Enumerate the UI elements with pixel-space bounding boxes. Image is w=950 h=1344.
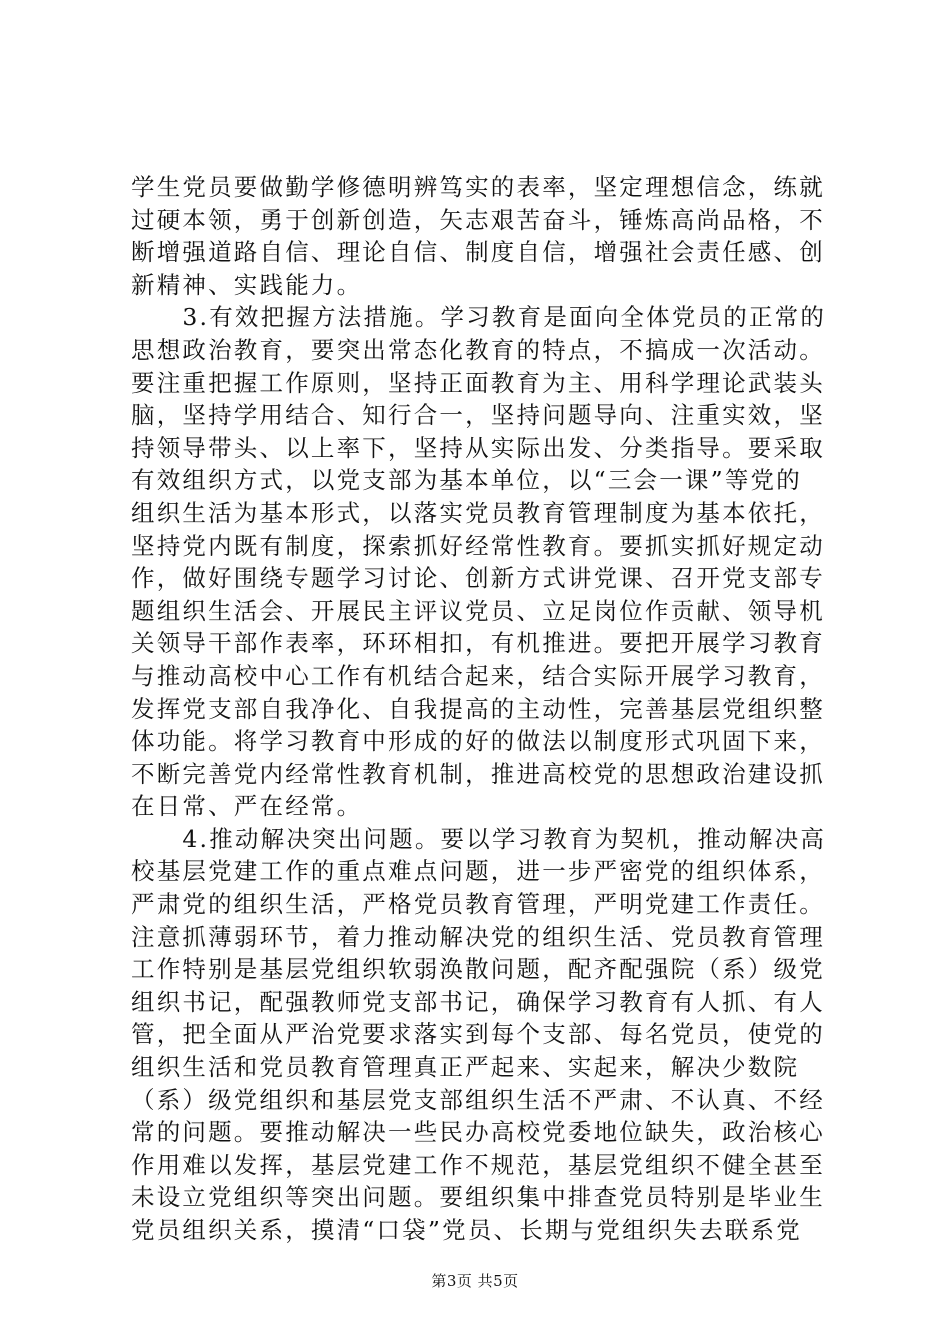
body-text	[131, 171, 831, 1247]
text-line: 作用难以发挥，基层党建工作不规范，基层党组织不健全甚至	[131, 1150, 825, 1179]
text-line: 坚持党内既有制度，探索抓好经常性教育。要抓实抓好规定动	[131, 531, 825, 560]
text-line: 脑，坚持学用结合、知行合一，坚持问题导向、注重实效，坚	[131, 401, 825, 430]
text-line: 组织书记，配强教师党支部书记，确保学习教育有人抓、有人	[131, 987, 825, 1016]
text-line: 体功能。将学习教育中形成的好的做法以制度形式巩固下来，	[131, 727, 825, 756]
text-line: 有效组织方式，以党支部为基本单位，以“三会一课”等党的	[131, 466, 802, 495]
text-line: 校基层党建工作的重点难点问题，进一步严密党的组织体系，	[131, 857, 825, 886]
text-line: 管，把全面从严治党要求落实到每个支部、每名党员，使党的	[131, 1020, 825, 1049]
text-line: 4.推动解决突出问题。要以学习教育为契机，推动解决高	[131, 824, 827, 853]
text-line: 要注重把握工作原则，坚持正面教育为主、用科学理论武装头	[131, 368, 825, 397]
text-line: 组织生活和党员教育管理真正严起来、实起来，解决少数院	[131, 1053, 800, 1082]
text-line: 3.有效把握方法措施。学习教育是面向全体党员的正常的	[131, 303, 827, 332]
text-line: 注意抓薄弱环节，着力推动解决党的组织生活、党员教育管理	[131, 922, 825, 951]
text-line: 学生党员要做勤学修德明辨笃实的表率，坚定理想信念，练就	[131, 173, 825, 201]
text-line: 过硬本领，勇于创新创造，矢志艰苦奋斗，锤炼高尚品格，不	[131, 205, 825, 234]
text-line: 关领导干部作表率，环环相扣，有机推进。要把开展学习教育	[131, 629, 825, 658]
text-line: 在日常、严在经常。	[131, 792, 363, 821]
text-line: 持领导带头、以上率下，坚持从实际出发、分类指导。要采取	[131, 433, 825, 462]
text-line: 不断完善党内经常性教育机制，推进高校党的思想政治建设抓	[131, 759, 825, 788]
text-line: 组织生活为基本形式，以落实党员教育管理制度为基本依托，	[131, 498, 825, 527]
text-line: 工作特别是基层党组织软弱涣散问题，配齐配强院（系）级党	[131, 955, 825, 984]
text-line: 与推动高校中心工作有机结合起来，结合实际开展学习教育，	[131, 661, 825, 690]
text-line: 新精神、实践能力。	[131, 270, 363, 299]
text-line: 作，做好围绕专题学习讨论、创新方式讲党课、召开党支部专	[131, 564, 825, 593]
text-line: 党员组织关系，摸清“口袋”党员、长期与党组织失去联系党	[131, 1216, 802, 1244]
text-line: 题组织生活会、开展民主评议党员、立足岗位作贡献、领导机	[131, 596, 825, 625]
text-line: （系）级党组织和基层党支部组织生活不严肃、不认真、不经	[131, 1085, 825, 1114]
text-line: 严肃党的组织生活，严格党员教育管理，严明党建工作责任。	[131, 890, 825, 919]
page-footer: 第3页 共5页	[431, 1272, 519, 1290]
text-line: 断增强道路自信、理论自信、制度自信，增强社会责任感、创	[131, 238, 825, 267]
text-line: 常的问题。要推动解决一些民办高校党委地位缺失，政治核心	[131, 1118, 825, 1147]
text-line: 思想政治教育，要突出常态化教育的特点，不搞成一次活动。	[131, 335, 825, 364]
text-line: 未设立党组织等突出问题。要组织集中排查党员特别是毕业生	[131, 1183, 825, 1212]
text-line: 发挥党支部自我净化、自我提高的主动性，完善基层党组织整	[131, 694, 825, 723]
